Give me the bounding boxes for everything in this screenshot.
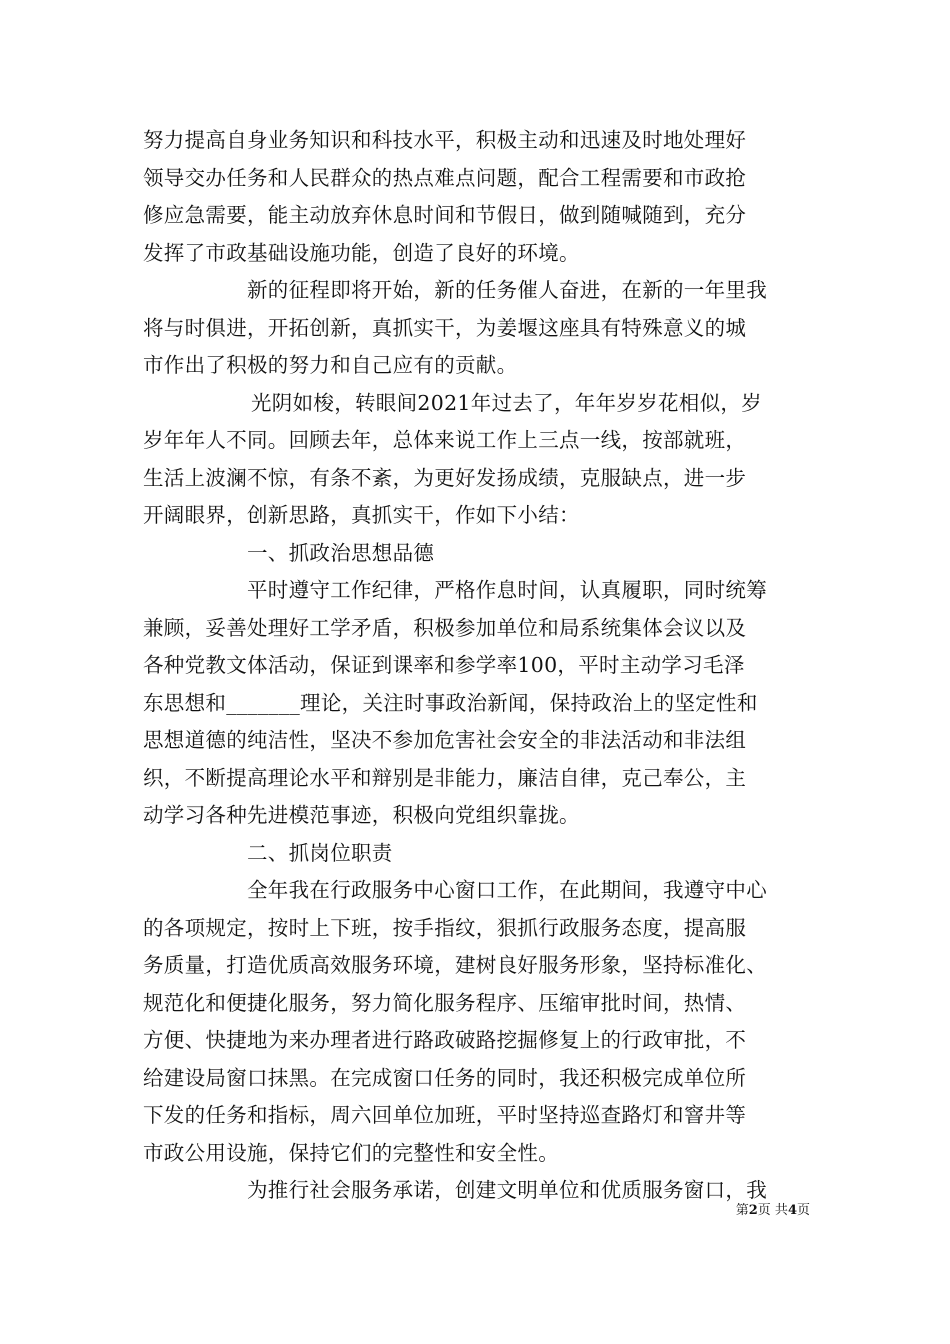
text-line: 的各项规定，按时上下班，按手指纹，狠抓行政服务态度，提高服 — [143, 915, 747, 940]
text-line: 努力提高自身业务知识和科技水平，积极主动和迅速及时地处理好 — [143, 128, 747, 152]
text-line: 东思想和_______理论，关注时事政治新闻，保持政治上的坚定性和 — [143, 690, 758, 715]
current-page-number: 2 — [748, 1203, 758, 1218]
paragraph-start: 为推行社会服务承诺，创建文明单位和优质服务窗口，我 — [247, 1178, 767, 1202]
footer-prefix: 第 — [735, 1203, 749, 1218]
text-line: 下发的任务和指标，周六回单位加班，平时坚持巡查路灯和窨井等 — [143, 1103, 747, 1127]
text-line: 市政公用设施，保持它们的完整性和安全性。 — [143, 1140, 559, 1165]
text-line: 织，不断提高理论水平和辩别是非能力，廉洁自律，克己奉公，主 — [143, 765, 747, 790]
text-line: 修应急需要，能主动放弃休息时间和节假日，做到随喊随到，充分 — [143, 203, 747, 227]
paragraph-start: 光阴如梭，转眼间2021年过去了，年年岁岁花相似，岁 — [251, 390, 762, 415]
text-line: 开阔眼界，创新思路，真抓实干，作如下小结： — [143, 503, 580, 527]
paragraph-start: 平时遵守工作纪律，严格作息时间，认真履职，同时统筹 — [247, 578, 767, 602]
text-line: 市作出了积极的努力和自己应有的贡献。 — [143, 353, 518, 377]
total-page-number: 4 — [787, 1203, 797, 1218]
body-text — [143, 122, 823, 1210]
text-line: 岁年年人不同。回顾去年，总体来说工作上三点一线，按部就班， — [143, 428, 747, 452]
text-line: 务质量，打造优质高效服务环境，建树良好服务形象，坚持标准化、 — [143, 953, 767, 977]
paragraph-start: 全年我在行政服务中心窗口工作，在此期间，我遵守中心 — [247, 878, 767, 902]
text-line: 规范化和便捷化服务，努力简化服务程序、压缩审批时间，热情、 — [143, 990, 747, 1015]
text-line: 兼顾，妥善处理好工学矛盾，积极参加单位和局系统集体会议以及 — [143, 615, 747, 640]
footer-suffix: 页 — [796, 1203, 810, 1218]
footer-middle: 页 共 — [757, 1203, 788, 1218]
section-heading: 一、抓政治思想品德 — [247, 540, 435, 565]
text-line: 发挥了市政基础设施功能，创造了良好的环境。 — [143, 240, 580, 265]
section-heading: 二、抓岗位职责 — [247, 840, 393, 865]
text-line: 各种党教文体活动，保证到课率和参学率100，平时主动学习毛泽 — [143, 653, 745, 677]
text-line: 方便、快捷地为来办理者进行路政破路挖掘修复上的行政审批，不 — [143, 1028, 747, 1052]
text-line: 给建设局窗口抹黑。在完成窗口任务的同时，我还积极完成单位所 — [143, 1065, 747, 1090]
text-line: 领导交办任务和人民群众的热点难点问题，配合工程需要和市政抢 — [143, 165, 747, 190]
page-number-footer — [700, 1202, 810, 1220]
text-line: 动学习各种先进模范事迹，积极向党组织靠拢。 — [143, 803, 580, 827]
text-line: 思想道德的纯洁性，坚决不参加危害社会安全的非法活动和非法组 — [143, 728, 747, 752]
text-line: 生活上波澜不惊，有条不紊，为更好发扬成绩，克服缺点，进一步 — [143, 465, 747, 490]
paragraph-start: 新的征程即将开始，新的任务催人奋进，在新的一年里我 — [247, 278, 767, 302]
text-line: 将与时俱进，开拓创新，真抓实干，为姜堰这座具有特殊意义的城 — [143, 315, 747, 340]
